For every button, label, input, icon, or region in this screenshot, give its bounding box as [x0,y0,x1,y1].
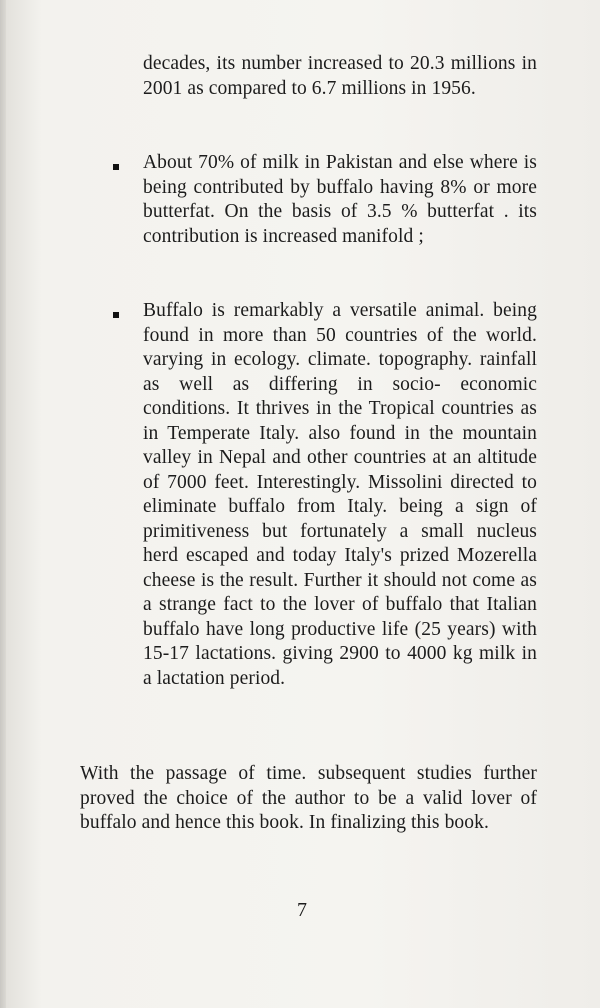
paragraph-closing: With the passage of time. subsequent studies further proved the choice of the author to be a valid lover of buffalo and hence this book. In finalizing this book. [80,763,537,833]
bullet-square-icon [113,312,119,318]
bullet-square-icon [113,164,119,170]
bullet-item-versatile-animal: Buffalo is remarkably a versatile animal. being found in more than 50 countries of the world. varying in ecology. climate. topography. rainfall as well as differing in socio- economic conditions. It thrives in the Tropical countries as in Temperate Italy. also found in the mountain valley in Nepal and other countries at an altitude of 7000 feet. Interestingly. Missolini directed to eliminate buffalo from Italy. being a sign of primitiveness but fortunately a small nucleus herd escaped and today Italy's prized Mozerella cheese is the result. Further it should not come as a strange fact to the lover of buffalo that Italian buffalo have long productive life (25 years) with 15-17 lactations. giving 2900 to 4000 kg milk in a lactation period. [143,300,537,689]
bullet-item-milk-contribution: About 70% of milk in Pakistan and else where is being contributed by buffalo having 8% or more butterfat. On the basis of 3.5 % butterfat . its contribution is increased manifold ; [143,152,537,247]
page-number: 7 [297,899,307,921]
book-page [6,0,600,1008]
paragraph-continuation: decades, its number increased to 20.3 millions in 2001 as compared to 6.7 millions in 1956. [143,53,537,99]
